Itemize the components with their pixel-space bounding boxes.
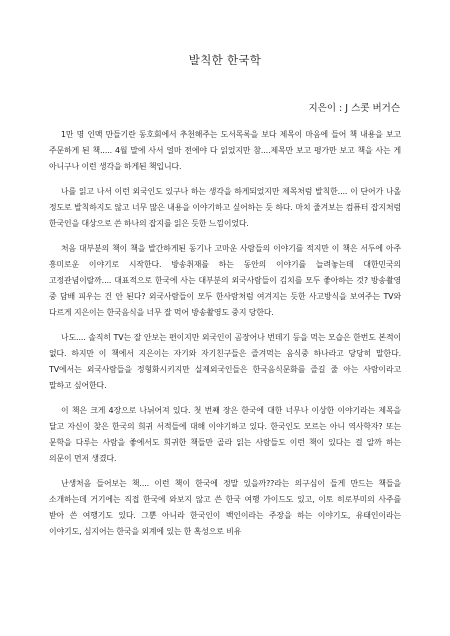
paragraph: 1만 명 인맥 만들기란 동호회에서 추천해주는 도서목록을 보다 제목이 마음에 들어 책 내용을 보고 주문하게 된 책..... 4월 말에 사서 얼마 전에야 다 읽었지만 참....제목만 보고 평가만 보고 책을 사는 게 아니구나 이런 생각을 하게된 책입니다. [49, 130, 401, 171]
paragraph: 이 책은 크게 4장으로 나뉘어져 있다. 첫 번째 장은 한국에 대한 너무나 이상한 이야기라는 제목을 달고 자신이 찾은 한국의 희귀 서적들에 대해 이야기하고 있다. 한국인도 모르는 아니 역사학자? 또는 문학을 다루는 사람을 좋에서도 희귀한 책들만 골라 읽는 사람들도 이런 책이 있다는 걸 알까 하는 의문이 먼저 생겼다. [49, 406, 401, 463]
paragraph: 나도.... 솔직히 TV는 잘 안보는 편이지만 외국인이 곰장어나 번데기 등을 먹는 모습은 한번도 본적이 없다. 하지만 이 책에서 지은이는 자기와 자기친구들은 즐겨먹는 음식중 하나라고 당당히 말한다. TV에서는 외국사람들을 정형화시키지만 실제외국인들은 한국음식문화를 즐길 줄 아는 사람이라고 말하고 싶어한다. [49, 333, 401, 390]
paragraph: 난생처음 들어보는 책.... 이런 책이 한국에 정말 있을까??라는 의구심이 들게 만드는 책들을 소개하는데 거기에는 직접 한국에 와보지 않고 쓴 한국 여행 가이드도 있고, 이토 히로부미의 사주를 받아 쓴 여행기도 있다. 그뿐 아니라 한국인이 백인이라는 주장을 하는 이야기도, 유태인이라는 이야기도, 심지어는 한국을 외계에 있는 한 혹성으로 비유 [49, 479, 401, 536]
paragraph: 처음 대부분의 책이 책을 발간하게된 동기나 고마운 사람들의 이야기를 적지만 이 책은 서두에 아주 흥미로운 이야기로 시작한다. 방송취재를 하는 동안의 이야기를 늘려놓는데 대한민국의 고정관념이랄까.... 대표적으로 한국에 사는 대부분의 외국사람들이 김치를 모두 좋아하는 것? 방송촬영 중 담배 피우는 건 안 된다? 외국사람들이 모두 한사람처럼 여겨지는 듯한 사고방식을 보여주는 TV와 다르게 지은이는 한국음식을 너무 잘 먹어 방송촬영도 중지 당한다. [49, 244, 401, 317]
author-line: 지은이 : J 스콧 버거슨 [308, 103, 400, 114]
document-title: 발칙한 한국학 [188, 53, 262, 67]
paragraph: 나를 읽고 나서 이런 외국인도 있구나 하는 생각을 하게되었지만 제목처럼 발칙한.... 이 단어가 나올 정도로 발칙하지도 않고 너무 많은 내용을 이야기하고 싶어하는 듯 하다. 마치 줄겨보는 컴퓨터 잡지처럼 한국인을 대상으로 쓴 하나의 잡지를 읽은 듯한 느낌이었다. [49, 187, 401, 228]
body-text [49, 127, 401, 549]
